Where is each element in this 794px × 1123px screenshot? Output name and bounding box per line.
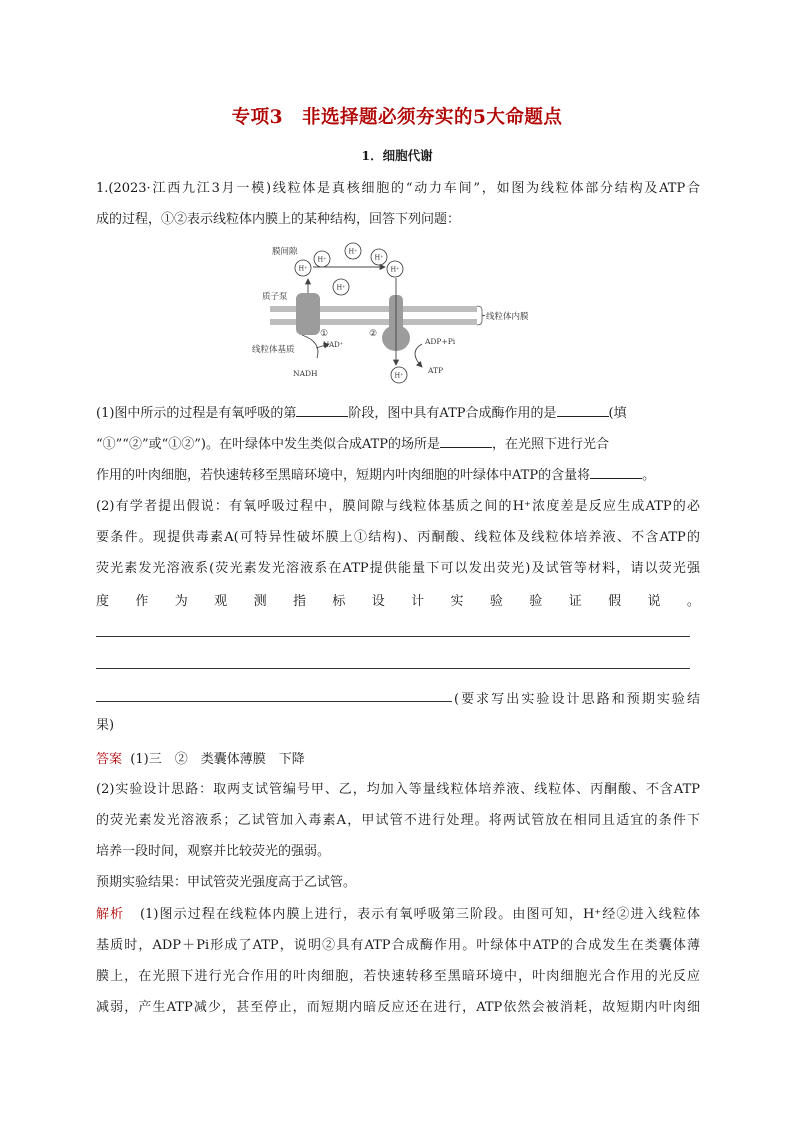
answer-blank[interactable]: [296, 401, 348, 417]
answer-line1: 答案 (1)三 ② 类囊体薄膜 下降: [96, 752, 305, 767]
spread-char: 。: [686, 594, 700, 609]
spread-char: 作: [135, 594, 149, 609]
label-adp: ADP+Pi: [425, 337, 456, 346]
label-structure-1: ①: [320, 329, 329, 339]
spread-char: 验: [489, 594, 503, 609]
spread-char: 说: [647, 594, 661, 609]
proton-label: H⁺: [336, 283, 346, 292]
spread-char: 计: [411, 594, 425, 609]
spread-char: 实: [450, 594, 464, 609]
question-2-line2: 要条件。现提供毒素A(可特异性破坏膜上①结构)、丙酮酸、线粒体及线粒体培养液、不含ATP的: [96, 530, 700, 545]
label-nadh: NADH: [293, 369, 318, 378]
spread-char: 指: [292, 594, 306, 609]
proton-label: H⁺: [390, 265, 400, 274]
question-2-line1: (2)有学者提出假说：有氧呼吸过程中，膜间隙与线粒体基质之间的H⁺浓度差是反应生成ATP的必: [96, 499, 700, 514]
question-intro-line1: 1.(2023·江西九江3月一模)线粒体是真核细胞的“动力车间”，如图为线粒体部分结构及ATP合: [96, 181, 700, 196]
answer-line2: (2)实验设计思路：取两支试管编号甲、乙，均加入等量线粒体培养液、线粒体、丙酮酸、不含ATP: [96, 782, 700, 797]
proton-label: H⁺: [348, 247, 358, 256]
spread-char: 证: [568, 594, 582, 609]
spread-char: 观: [214, 594, 228, 609]
spread-char: 度: [96, 594, 110, 609]
proton-pump-structure: [296, 293, 320, 335]
proton-label: H⁺: [374, 253, 384, 262]
label-nad: NAD⁺: [323, 341, 344, 349]
label-atp: ATP: [428, 366, 444, 375]
section-heading: 1．细胞代谢: [361, 148, 433, 163]
answer-line[interactable]: [96, 668, 690, 669]
answer-label: 答案: [96, 752, 123, 767]
question-1-line1: (1)图中所示的过程是有氧呼吸的第 阶段，图中具有ATP合成酶作用的是 (填: [96, 398, 700, 429]
answer-blank[interactable]: [557, 401, 609, 417]
mitochondria-diagram: [250, 240, 560, 388]
spread-char: 测: [253, 594, 267, 609]
spread-char: 设: [371, 594, 385, 609]
question-1-line2: “①”“②”或“①②”)。在叶绿体中发生类似合成ATP的场所是 ，在光照下进行光合: [96, 429, 700, 460]
proton-label: H⁺: [317, 255, 327, 264]
question-2-tail2: 果): [96, 718, 115, 733]
answer-line4: 培养一段时间，观察并比较荧光的强弱。: [96, 844, 331, 859]
analysis-line3: 膜上，在光照下进行光合作用的叶肉细胞，若快速转移至黑暗环境中，叶肉细胞光合作用的光反应: [96, 969, 700, 984]
spread-char: 验: [529, 594, 543, 609]
answer-line5: 预期实验结果：甲试管荧光强度高于乙试管。: [96, 875, 357, 890]
page-title: 专项3 非选择题必须夯实的5大命题点: [231, 107, 563, 128]
answer-line[interactable]: [96, 636, 690, 637]
proton-label: H⁺: [298, 264, 308, 273]
label-structure-2: ②: [369, 329, 378, 339]
spread-char: 标: [332, 594, 346, 609]
question-2-line3: 荧光素发光溶液系(荧光素发光溶液系在ATP提供能量下可以发出荧光)及试管等材料，请以荧光强: [96, 561, 700, 576]
proton-label: H⁺: [394, 371, 404, 380]
label-proton-pump: 质子泵: [262, 292, 288, 302]
spread-char: 为: [174, 594, 188, 609]
arrow-adp-atp: [415, 344, 422, 367]
answer-line3: 的荧光素发光溶液系；乙试管加入毒素A，甲试管不进行处理。将两试管放在相同且适宜的条件下: [96, 813, 700, 828]
spread-char: 假: [608, 594, 622, 609]
analysis-line1: 解析 (1)图示过程在线粒体内膜上进行，表示有氧呼吸第三阶段。由图可知，H⁺经②进入线粒体: [96, 907, 700, 922]
question-2-tail: (要求写出实验设计思路和预期实验结: [454, 692, 700, 707]
question-1-line3: 作用的叶肉细胞，若快速转移至黑暗环境中，短期内叶肉细胞的叶绿体中ATP的含量将 。: [96, 460, 700, 491]
analysis-label: 解析: [96, 907, 125, 922]
answer-line[interactable]: [96, 701, 452, 702]
question-2-line4: [96, 586, 700, 617]
answer-blank[interactable]: [440, 432, 492, 448]
answer-blank[interactable]: [590, 463, 642, 479]
analysis-line4: 减弱，产生ATP减少，甚至停止，而短期内暗反应还在进行，ATP依然会被消耗，故短期内叶肉细: [96, 1000, 700, 1015]
membrane-bracket: [477, 306, 485, 325]
arrow-nadh-nad: [302, 335, 318, 358]
question-intro-line2: 成的过程，①②表示线粒体内膜上的某种结构，回答下列问题：: [96, 212, 461, 227]
analysis-line2: 基质时，ADP＋Pi形成了ATP，说明②具有ATP合成酶作用。叶绿体中ATP的合成发生在类囊体薄: [96, 938, 700, 953]
label-matrix: 线粒体基质: [252, 345, 295, 355]
label-intermembrane: 膜间隙: [272, 247, 298, 257]
label-inner-membrane: 线粒体内膜: [486, 312, 529, 322]
